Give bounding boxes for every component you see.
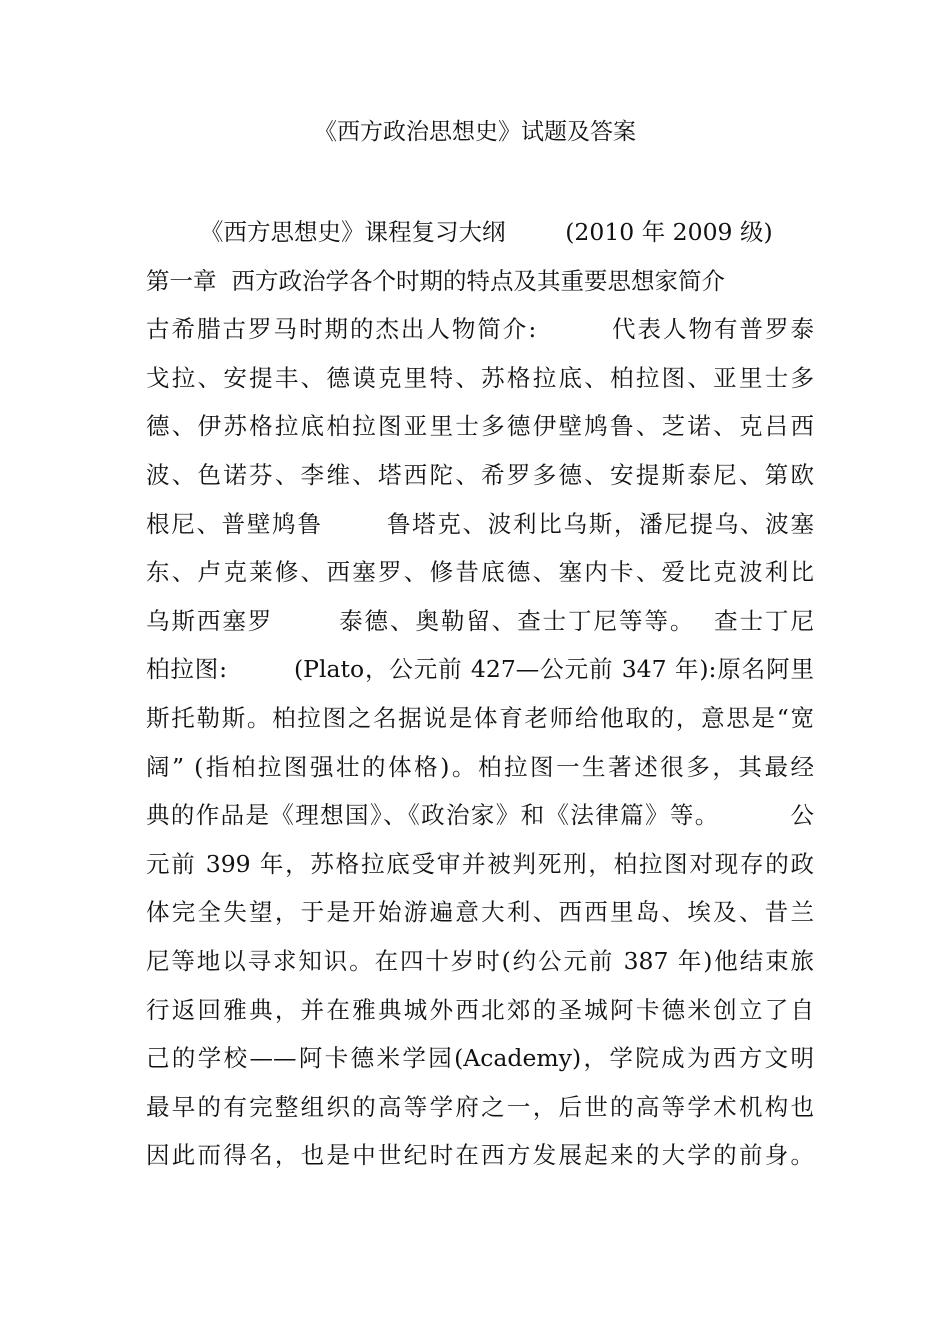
text-line: 乌斯西塞罗 泰德、奥勒留、查士丁尼等等。 查士丁尼	[146, 606, 814, 635]
text-line: 戈拉、安提丰、德谟克里特、苏格拉底、柏拉图、亚里士多	[146, 363, 814, 392]
text-line: 因此而得名，也是中世纪时在西方发展起来的大学的前身。	[146, 1141, 814, 1170]
document-body	[146, 208, 814, 1180]
chapter-heading: 第一章 西方政治学各个时期的特点及其重要思想家简介	[146, 266, 725, 295]
text-line: 最早的有完整组织的高等学府之一，后世的高等学术机构也	[146, 1092, 814, 1121]
text-line: 波、色诺芬、李维、塔西陀、希罗多德、安提斯泰尼、第欧	[146, 460, 814, 489]
text-line: 古希腊古罗马时期的杰出人物简介: 代表人物有普罗泰	[146, 315, 814, 344]
text-line: 斯托勒斯。柏拉图之名据说是体育老师给他取的，意思是“宽	[146, 703, 814, 732]
text-line: 阔” (指柏拉图强壮的体格)。柏拉图一生著述很多，其最经	[146, 752, 814, 781]
text-line: 行返回雅典，并在雅典城外西北郊的圣城阿卡德米创立了自	[146, 995, 814, 1024]
text-line: 德、伊苏格拉底柏拉图亚里士多德伊壁鸠鲁、芝诺、克吕西	[146, 412, 814, 441]
outline-heading: 《西方思想史》课程复习大纲 (2010 年 2009 级)	[200, 218, 773, 246]
document-title: 《西方政治思想史》试题及答案	[314, 119, 636, 145]
text-line: 根尼、普壁鸠鲁 鲁塔克、波利比乌斯，潘尼提乌、波塞	[146, 509, 814, 538]
text-line: 元前 399 年，苏格拉底受审并被判死刑，柏拉图对现存的政	[146, 849, 814, 878]
text-line: 尼等地以寻求知识。在四十岁时(约公元前 387 年)他结束旅	[146, 946, 814, 975]
text-line: 体完全失望，于是开始游遍意大利、西西里岛、埃及、昔兰	[146, 898, 814, 927]
text-line: 己的学校——阿卡德米学园(Academy)，学院成为西方文明	[146, 1044, 814, 1073]
text-line: 柏拉图: (Plato，公元前 427—公元前 347 年):原名阿里	[146, 655, 814, 684]
text-line: 典的作品是《理想国》、《政治家》和《法律篇》等。 公	[146, 801, 814, 830]
text-line: 东、卢克莱修、西塞罗、修昔底德、塞内卡、爱比克波利比	[146, 558, 814, 587]
